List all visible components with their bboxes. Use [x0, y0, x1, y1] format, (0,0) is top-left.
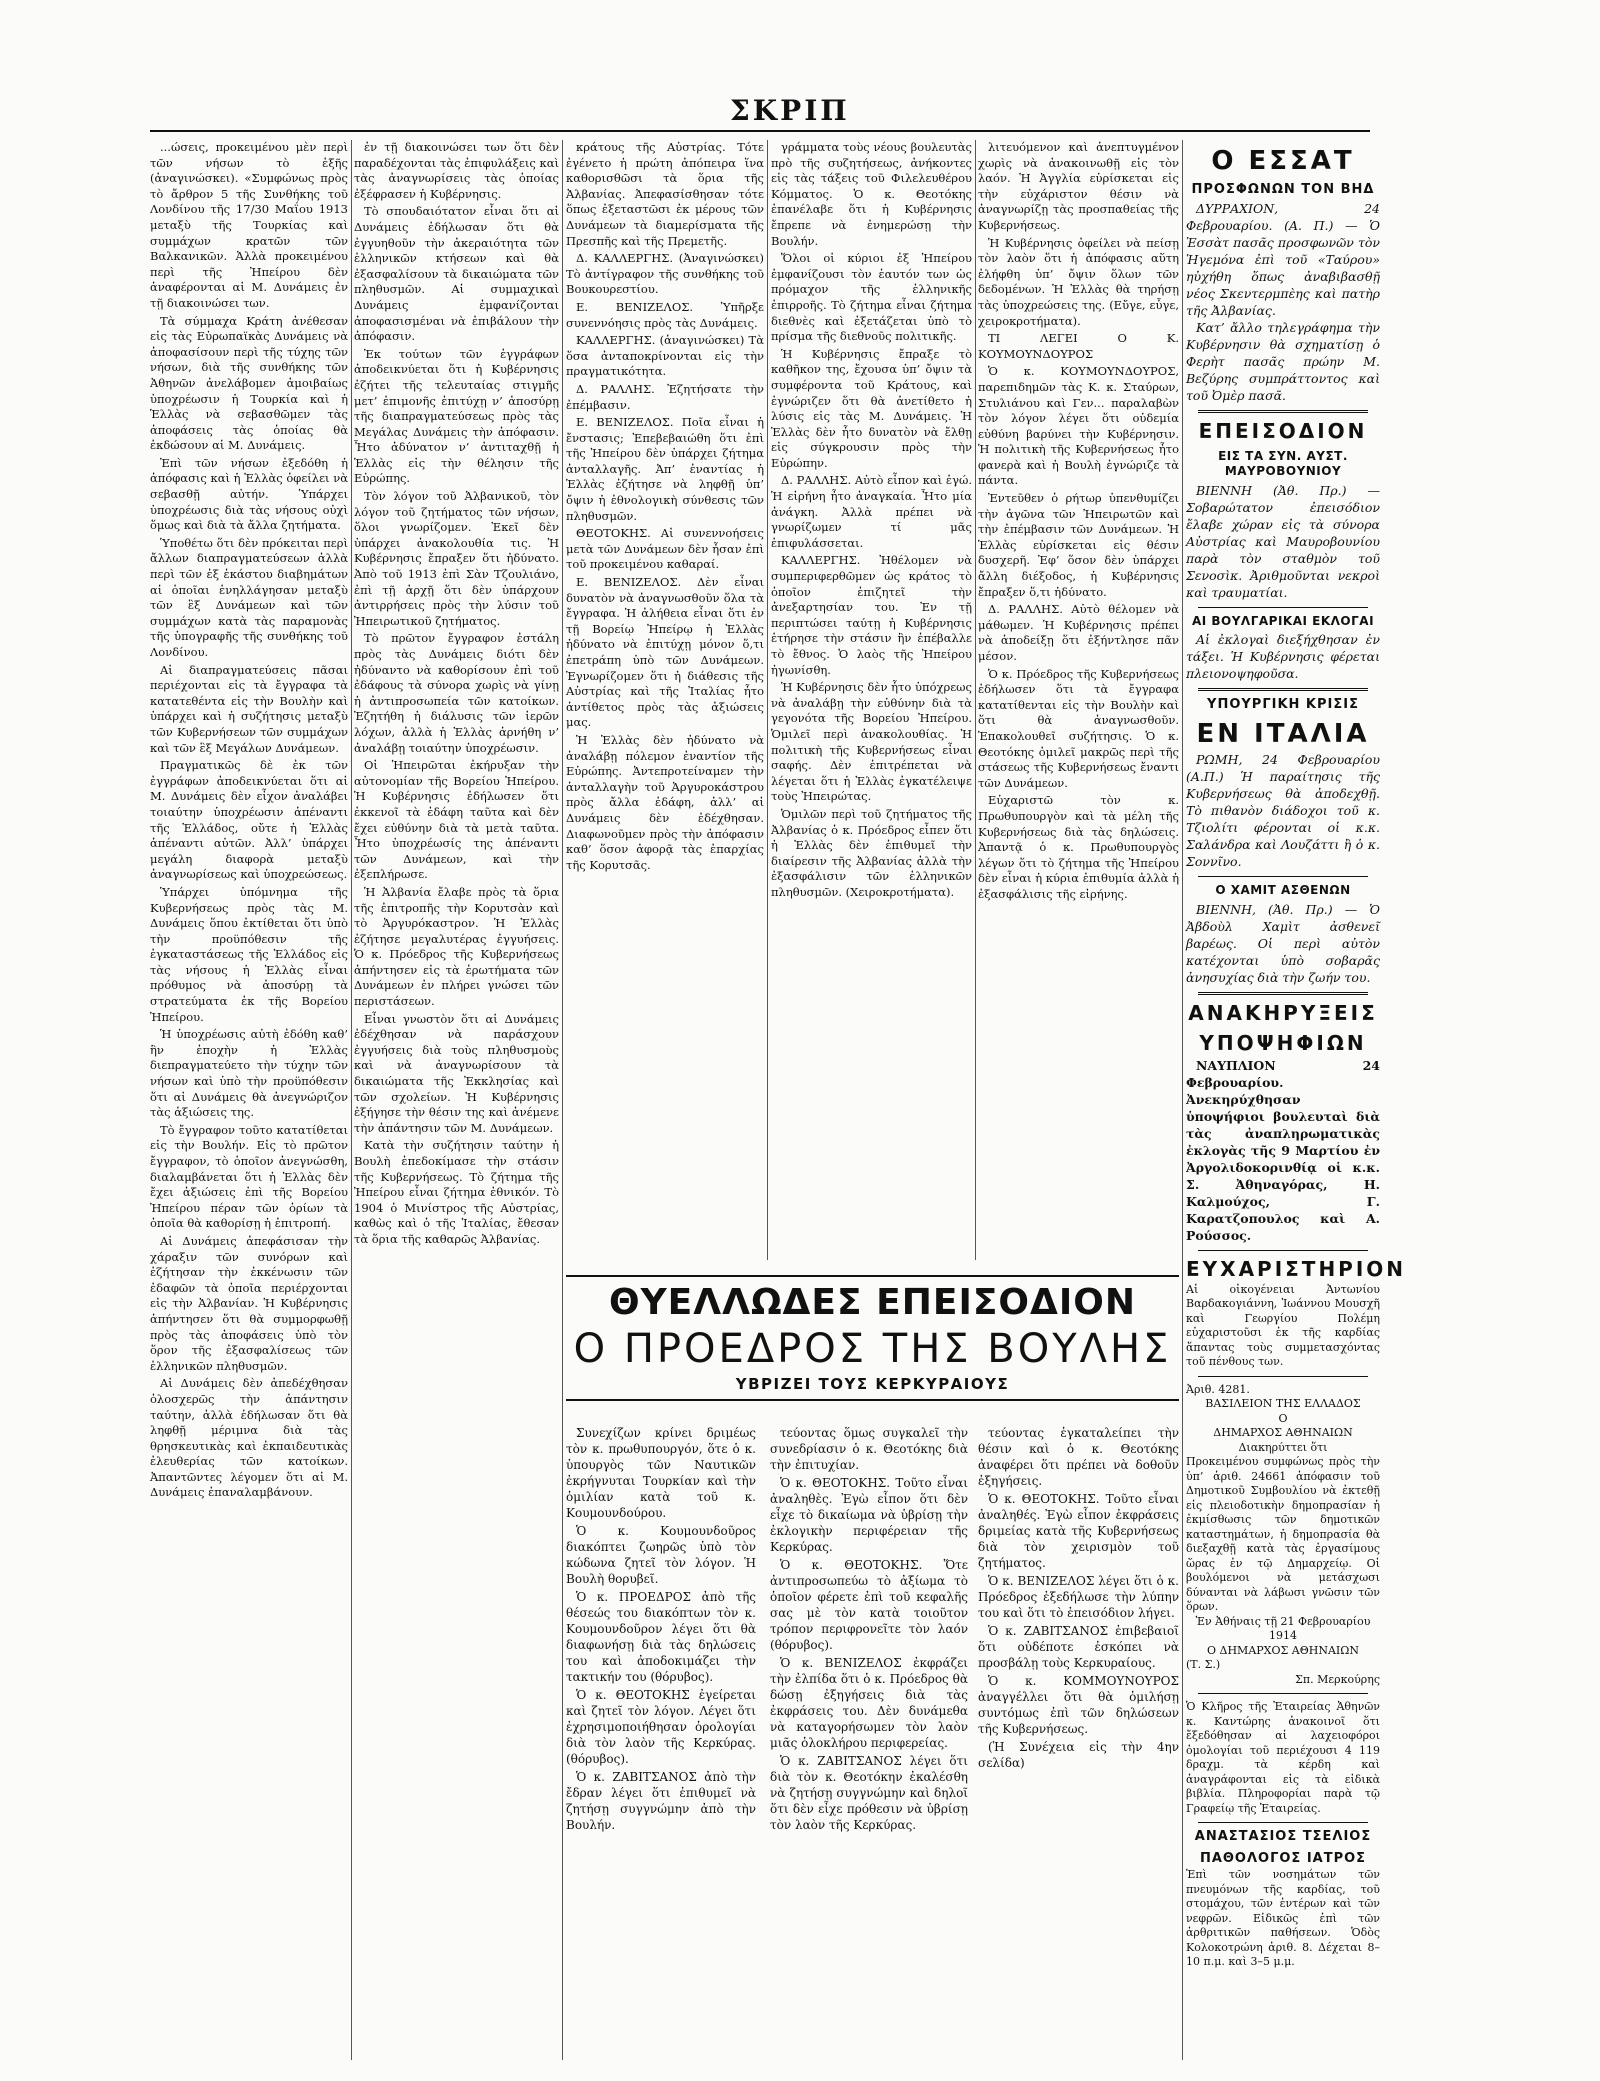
paragraph: Ὁ κ. ΘΕΟΤΟΚΗΣ. Τοῦτο εἶναι ἀναληθές. Ἐγὼ εἶπον ἐκφράσεις δριμείας κατὰ τῆς Κυβερνήσεως διὰ τὸν χειρισμὸν τοῦ ζητήματος. [978, 1492, 1179, 1570]
paragraph: Ὁ κ. ΖΑΒΙΤΣΑΝΟΣ λέγει ὅτι διὰ τὸν κ. Θεοτόκην ἐκαλέσθη νὰ ζητήσῃ συγγνώμην καὶ δηλοῖ ὅτι δὲν εἶχε πρόθεσιν νὰ ὑβρίσῃ τὸν λαὸν τῆς Κερκύρας. [770, 1754, 968, 1832]
paragraph: Δ. ΡΑΛΛΗΣ. Ἐζητήσατε τὴν ἐπέμβασιν. [566, 381, 764, 412]
paragraph: Πραγματικῶς δὲ ἐκ τῶν ἐγγράφων ἀποδεικνύεται ὅτι αἱ Μ. Δυνάμεις δὲν εἶχον ἀναλάβει τοιαύτην ὑποχρέωσιν ἀπέναντι τῆς Ἑλλάδος, οὔτε ἡ Ἑλλὰς ἀπέναντι αὐτῶν. Ἀλλ’ ὑπάρχει μεγάλη διαφορὰ μεταξὺ ἀναγνωρίσεως καὶ ὑποχρεώσεως. [150, 758, 348, 882]
divider [1198, 1376, 1368, 1377]
notice-article: Ο [1278, 1411, 1288, 1425]
divider [1198, 876, 1368, 877]
headline-incident: ΕΠΕΙΣΟΔΙΟΝ [1198, 418, 1368, 443]
banner-title: ΘΥΕΛΛΩΔΕΣ ΕΠΕΙΣΟΔΙΟΝ [608, 1282, 1137, 1323]
paragraph: Ἐντεῦθεν ὁ ρήτωρ ὑπενθυμίζει τὴν ἀγῶνα τῶν Ἠπειρωτῶν καὶ τὴν ἐπέμβασιν τῶν Δυνάμεων. Ἡ Ἑλλὰς εὑρίσκεται εἰς θέσιν δυσχερῆ. Ἐφ’ ὅσον δὲν ὑπάρχει ἄλλη διέξοδος, ἡ Κυβέρνησις ἔπραξεν ὅ,τι ἠδύνατο. [978, 491, 1179, 599]
paragraph: Ὁ κ. Κουμουνδοῦρος διακόπτει ζωηρῶς ὑπὸ τὸν κώδωνα ζητεῖ τὸν λόγον. Ἡ Βουλὴ θορυβεῖ. [566, 1524, 756, 1586]
news-italy-text: ΡΩΜΗ, 24 Φεβρουαρίου (Α.Π.) Ἡ παραίτησις τῆς Κυβερνήσεως θὰ ἀποδεχθῇ. Τὸ πιθανὸν διάδοχοι τοῦ κ. Τζιολίτι φέρονται οἱ κ.κ. Σαλάνδρα καὶ Λουζάττι ἢ ὁ κ. Σοννῖνο. [1186, 751, 1380, 869]
banner-top-rule [566, 1275, 1179, 1277]
article-column-2 [354, 140, 559, 2045]
masthead-rule [150, 130, 1370, 132]
paragraph: τεύοντας ἐγκαταλείπει τὴν θέσιν καὶ ὁ κ. Θεοτόκης ἀναφέρει ὅτι πρέπει νὰ δοθοῦν ἐξηγήσεις. [978, 1426, 1179, 1488]
paragraph: Ὁ κ. ΒΕΝΙΖΕΛΟΣ ἐκφράζει τὴν ἐλπίδα ὅτι ὁ κ. Πρόεδρος θὰ δώσῃ ἐξηγήσεις διὰ τὰς ἐκφράσεις του. Δὲν δυνάμεθα νὰ καταγορήσωμεν τὸν λαὸν μιᾶς ὁλοκλήρου περιφερείας. [770, 1656, 968, 1750]
article-column-1 [150, 140, 348, 2045]
paragraph: Κατὰ τὴν συζήτησιν ταύτην ἡ Βουλὴ ἐπεδοκίμασε τὴν στάσιν τῆς Κυβερνήσεως. Τὸ ζήτημα τῆς Ἠπείρου εἶναι ζήτημα ἐθνικόν. Τὸ 1904 ὁ Μινίστρος τῆς Αὐστρίας, καθὼς καὶ ὁ τῆς Ἰταλίας, ἔθεσαν τὰ ὅρια τῆς καθαρῶς Ἀλβανίας. [354, 1138, 559, 1246]
divider [1198, 688, 1368, 691]
paragraph: Ὁ κ. ΚΟΥΜΟΥΝΔΟΥΡΟΣ, παρεπιδημῶν τὰς Κ. κ. Σταύρων, Στυλιάνου καὶ Γεν... παραλαβὼν τὸν λόγον λέγει ὅτι οὐδεμία εὐθύνη βαρύνει τὴν Κυβέρνησιν. Ἡ πολιτικὴ τῆς Κυβερνήσεως ἦτο φανερὰ καὶ ἡ Βουλὴ ἐγνώριζε τὰ πάντα. [978, 364, 1179, 488]
paragraph: Ε. ΒΕΝΙΖΕΛΟΣ. Ποῖα εἶναι ἡ ἔνστασις; Ἐπεβεβαιώθη ὅτι ἐπὶ τῆς Ἠπείρου δὲν ὑπάρχει ζήτημα ἀνταλλαγῆς. Ἀπ’ ἐναντίας ἡ Ἑλλὰς ἐζήτησε νὰ ληφθῇ ὑπ’ ὄψιν ἡ ἐθνολογικὴ σύνθεσις τῶν πληθυσμῶν. [566, 415, 764, 523]
paragraph: ΚΑΛΛΕΡΓΗΣ. Ἠθέλομεν νὰ συμπεριφερθῶμεν ὡς κράτος τὸ ὁποῖον ἐπιζητεῖ τὴν ἀνεξαρτησίαν του. Ἐν τῇ περιπτώσει ταύτῃ ἡ Κυβέρνησις ἐτήρησε τὴν στάσιν ἣν ἐπέβαλλε τὸ ἔθνος. Ὁ λαὸς τῆς Ἠπείρου ἠγωνίσθη. [771, 553, 972, 677]
paragraph: Ὁμιλῶν περὶ τοῦ ζητήματος τῆς Ἀλβανίας ὁ κ. Πρόεδρος εἶπεν ὅτι ἡ Ἑλλὰς δὲν ἐπιθυμεῖ τὴν διαίρεσιν τῆς Ἀλβανίας ἀλλὰ τὴν ἐξασφάλισιν τῶν ἑλληνικῶν πληθυσμῶν. (Χειροκροτήματα). [771, 806, 972, 899]
lottery-notice: Ὁ Κλῆρος τῆς Ἐταιρείας Ἀθηνῶν κ. Καντώρης ἀνακοινοῖ ὅτι ἔξεδόθησαν αἱ λαχειοφόροι ὁμολογίαι τοῦ περιέχουσι 4 119 δραχμ. τὰ κέρδη καὶ ἀναγράφονται εἰς τὰ εἰδικὰ βιβλία. Πληροφορίαι παρὰ τῷ Γραφείῳ τῆς Ἑταιρείας. [1186, 1700, 1380, 1815]
paragraph: Ἡ Ἀλβανία ἔλαβε πρὸς τὰ ὅρια τῆς ἐπιτροπῆς τὴν Κορυτσὰν καὶ τὸ Ἀργυρόκαστρον. Ἡ Ἑλλὰς ἐζήτησε μεγαλυτέρας ἐγγυήσεις. Ὁ κ. Πρόεδρος τῆς Κυβερνήσεως ἀπήντησεν εἰς τὰ ἐρωτήματα τῶν Δυνάμεων ἐν πλήρει γνώσει τῶν περιστάσεων. [354, 884, 559, 1009]
paragraph: Τὸ ἔγγραφον τοῦτο κατατίθεται εἰς τὴν Βουλήν. Εἰς τὸ πρῶτον ἔγγραφον, τὸ ὁποῖον ἀνεγνώσθη, διαλαμβάνεται ὅτι ἡ Ἑλλὰς δὲν ἔχει ἀξιώσεις ἐπὶ τῆς Βορείου Ἠπείρου πέραν τῶν ὁρίων τὰ ὁποῖα θὰ καθορίσῃ ἡ ἐπιτροπή. [150, 1122, 348, 1231]
paragraph: ΘΕΟΤΟΚΗΣ. Αἱ συνεννοήσεις μετὰ τῶν Δυνάμεων δὲν ἦσαν ἐπὶ τοῦ προκειμένου καθαραί. [566, 526, 764, 572]
banner-kicker: ΥΒΡΙΖΕΙ ΤΟΥΣ ΚΕΡΚΥΡΑΙΟΥΣ [735, 1375, 1010, 1393]
paragraph: Εἶναι γνωστὸν ὅτι αἱ Δυνάμεις ἐδέχθησαν νὰ παράσχουν ἐγγυήσεις διὰ τοὺς πληθυσμοὺς καὶ νὰ ἀναγνωρίσουν τὰ δικαιώματα τῆς Ἐκκλησίας καὶ τῶν σχολείων. Ἡ Κυβέρνησις ἐξήγησε τὴν θέσιν της καὶ ἀνέμενε τὴν ἀπάντησιν τῶν Μ. Δυνάμεων. [354, 1011, 559, 1135]
column-divider [562, 140, 563, 2060]
paragraph: τεύοντας ὅμως συγκαλεῖ τὴν συνεδρίασιν ὁ κ. Θεοτόκης διὰ τὴν ἐπιτυχίαν. [770, 1426, 968, 1472]
paragraph: Ε. ΒΕΝΙΖΕΛΟΣ. Ὑπῆρξε συνεννόησις πρὸς τὰς Δυνάμεις. [566, 299, 764, 330]
paragraph: Δ. ΚΑΛΛΕΡΓΗΣ. (Ἀναγινώσκει) Τὸ ἀντίγραφον τῆς συνθήκης τοῦ Βουκουρεστίου. [566, 251, 764, 297]
divider [1198, 1822, 1368, 1823]
banner-column-3 [978, 1425, 1179, 2065]
paragraph: ἐν τῇ διακοινώσει των ὅτι δὲν παραδέχονται τὰς ἐπιφυλάξεις καὶ τὰς ἀναγνωρίσεις τὰς ὁποίας ἐξέφρασεν ἡ Κυβέρνησις. [354, 140, 559, 201]
news-incident-text: ΒΙΕΝΝΗ (Ἀθ. Πρ.) — Σοβαρώτατον ἐπεισόδιον ἔλαβε χώραν εἰς τὰ σύνορα Αὐστρίας καὶ Μαυροβουνίου παρὰ τὸν σταθμὸν τοῦ Σενοσὶκ. Ἀριθμοῦνται νεκροὶ καὶ τραυματίαι. [1186, 482, 1380, 600]
paragraph: Δ. ΡΑΛΛΗΣ. Αὐτὸ θέλομεν νὰ μάθωμεν. Ἡ Κυβέρνησις πρέπει νὰ ἀποδείξῃ ὅτι ἐξήντλησε πᾶν μέσον. [978, 602, 1179, 663]
paragraph: Ἡ Κυβέρνησις δὲν ἦτο ὑπόχρεως νὰ ἀναλάβῃ τὴν εὐθύνην διὰ τὰ γεγονότα τῆς Βορείου Ἠπείρου. Ὁμιλεῖ περὶ ἀνακολουθίας. Ἡ πολιτικὴ τῆς Κυβερνήσεως εἶναι σαφής. Δὲν ἐπιτρέπεται νὰ λέγεται ὅτι ἡ Ἑλλὰς ἐγκατέλειψε τοὺς Ἠπειρώτας. [771, 680, 972, 804]
paragraph: Ἐπὶ τῶν νήσων ἐξεδόθη ἡ ἀπόφασις καὶ ἡ Ἑλλὰς ὀφείλει νὰ σεβασθῇ αὐτήν. Ὑπάρχει ὑποχρέωσις διὰ τὰς νήσους οὐχὶ ὅμως καὶ διὰ τὰ ἄλλα ζητήματα. [150, 455, 348, 533]
paragraph: Ε. ΒΕΝΙΖΕΛΟΣ. Δὲν εἶναι δυνατὸν νὰ ἀναγνωσθοῦν ὅλα τὰ ἔγγραφα. Ἡ ἀλήθεια εἶναι ὅτι ἐν τῇ Βορείῳ Ἠπείρῳ ἡ Ἑλλὰς ἠδύνατο νὰ ἐπιτύχῃ μόνον ὅ,τι ἐπετράπη ὑπὸ τῶν Δυνάμεων. Ἐγνωρίζομεν ὅτι ἡ διάθεσις τῆς Αὐστρίας καὶ τῆς Ἰταλίας ἦτο ἀντίθετος πρὸς τὰς ἀξιώσεις μας. [566, 575, 764, 730]
paragraph: Αἱ Δυνάμεις δὲν ἀπεδέχθησαν ὁλοσχερῶς τὴν ἀπάντησιν ταύτην, ἀλλὰ ἐδήλωσαν ὅτι θὰ ληφθῇ μέριμνα διὰ τὰς θρησκευτικὰς καὶ ἐκπαιδευτικὰς ἐλευθερίας τῶν κατοίκων. Ἀπαντῶντες λέγομεν ὅτι αἱ Μ. Δυνάμεις ἐπαναλαμβάνουν. [150, 1376, 348, 1500]
column-divider [767, 140, 768, 1260]
news-essat-text: ΔΥΡΡΑΧΙΟΝ, 24 Φεβρουαρίου. (Α. Π.) — Ὁ Ἐσσὰτ πασᾶς προσφωνῶν τὸν Ἡγεμόνα ἐπὶ τοῦ «Ταύρου» ηὐχήθη ὅπως ἀναβιβασθῇ νέος Σκεντερμπὲης καὶ πατὴρ τῆς Ἀλβανίας. [1186, 200, 1380, 318]
paragraph: Οἱ Ἠπειρῶται ἐκήρυξαν τὴν αὐτονομίαν τῆς Βορείου Ἠπείρου. Ἡ Κυβέρνησις ἐδήλωσεν ὅτι ἐκκενοῖ τὰ ἐδάφη ταῦτα καὶ δὲν ἔχει εὐθύνην διὰ τὰ μετὰ ταῦτα. Ἦτο ὑποχρέωσίς της ἀπέναντι τῶν Δυνάμεων, καὶ τὴν ἐξεπλήρωσε. [354, 758, 559, 882]
column-divider [975, 140, 976, 1260]
paragraph: Ὁ κ. ΘΕΟΤΟΚΗΣ ἐγείρεται καὶ ζητεῖ τὸν λόγον. Λέγει ὅτι ἐχρησιμοποιήθησαν ὁρολογίαι διὰ τὸν λαὸν τῆς Κερκύρας. (θόρυβος). [566, 1688, 756, 1766]
subheadline-incident: ΕΙΣ ΤΑ ΣΥΝ. ΑΥΣΤ. ΜΑΥΡΟΒΟΥΝΙΟΥ [1218, 448, 1348, 479]
doctor-ad-text: Ἐπὶ τῶν νοσημάτων τῶν πνευμόνων τῆς καρδίας, τοῦ στομάχου, τῶν ἐντέρων καὶ τῶν νεφρῶν. Εἰδικῶς ἐπὶ τῶν ἀρθριτικῶν παθήσεων. Ὁδὸς Κολοκοτρώνη ἀριθ. 8. Δέχεται 8–10 π.μ. καὶ 3–5 μ.μ. [1186, 1868, 1380, 1969]
doctor-title: ΠΑΘΟΛΟΓΟΣ ΙΑΤΡΟΣ [1199, 1850, 1367, 1866]
banner-subtitle: Ο ΠΡΟΕΔΡΟΣ ΤΗΣ ΒΟΥΛΗΣ [573, 1326, 1172, 1372]
banner-column-1 [566, 1425, 756, 2065]
subheadline-essat: ΠΡΟΣΦΩΝΩΝ ΤΟΝ ΒΗΔ [1191, 182, 1375, 197]
paragraph: Αἱ διαπραγματεύσεις πᾶσαι περιέχονται εἰς τὰ ἔγγραφα τὰ κατατεθέντα εἰς τὴν Βουλὴν καὶ ὑπάρχει καὶ ἡ συζήτησις μεταξὺ τῶν Κυβερνήσεων τῶν συμμάχων καὶ τῶν ἓξ Μεγάλων Δυνάμεων. [150, 662, 348, 755]
headline-bulgarian-elections: ΑΙ ΒΟΥΛΓΑΡΙΚΑΙ ΕΚΛΟΓΑΙ [1191, 613, 1375, 628]
article-column-4 [771, 140, 972, 1265]
paragraph: Αἱ Δυνάμεις ἀπεφάσισαν τὴν χάραξιν τῶν συνόρων καὶ ἐζήτησαν τὴν ἐκκένωσιν τῶν ἐδαφῶν τὰ ὁποῖα περιέρχονται εἰς τὴν Ἀλβανίαν. Ἡ Κυβέρνησις ἀπήντησεν ὅτι θὰ συμμορφωθῇ πρὸς τὰς ἀποφάσεις ὑπὸ τὸν ὅρον τῆς ἐξασφαλίσεως τῶν ἑλληνικῶν πληθυσμῶν. [150, 1233, 348, 1373]
paragraph: Τὸ σπουδαιότατον εἶναι ὅτι αἱ Δυνάμεις ἐδήλωσαν ὅτι θὰ ἐγγυηθοῦν τὴν ἀκεραιότητα τῶν ἑλληνικῶν κτήσεων καὶ θὰ ἐξασφαλίσουν τὰ δικαιώματα τῶν πληθυσμῶν. Αἱ συμμαχικαὶ Δυνάμεις ἐμφανίζονται ἀποφασισμέναι νὰ ἐπιβάλουν τὴν ἀπόφασιν. [354, 204, 559, 344]
paragraph: ...ώσεις, προκειμένου μὲν περὶ τῶν νήσων τὸ ἑξῆς (ἀναγινώσκει). «Συμφώνως πρὸς τὸ ἄρθρον 5 τῆς Συνθήκης τοῦ Λονδίνου τῆς 17/30 Μαΐου 1913 μεταξὺ τῆς Τουρκίας καὶ συμμάχων κρατῶν τῶν Βαλκανικῶν. Ἀλλὰ προκειμένου περὶ τῆς Ἠπείρου δὲν ἀναφέρονται αἱ Μ. Δυνάμεις ἐν τῇ διακοινώσει των. [150, 140, 348, 310]
paragraph: Ἡ ὑποχρέωσις αὐτὴ ἐδόθη καθ’ ἣν ἐποχὴν ἡ Ἑλλὰς διεπραγματεύετο τὴν τύχην τῶν νήσων καὶ ὑπὸ τὴν προϋπόθεσιν ὅτι αἱ Δυνάμεις θὰ ἀνεγνώριζον τὰς ἀξιώσεις της. [150, 1027, 348, 1120]
paragraph: Ὁ κ. ΠΡΟΕΔΡΟΣ ἀπὸ τῆς θέσεώς του διακόπτων τὸν κ. Κουμουνδοῦρον λέγει ὅτι θὰ διαφωνήσῃ διὰ τὰς δηλώσεις του καὶ ἀποδοκιμάζει τὴν τακτικήν του (θόρυβος). [566, 1590, 756, 1684]
masthead [0, 92, 1600, 132]
paragraph: Ὑπάρχει ὑπόμνημα τῆς Κυβερνήσεως πρὸς τὰς Μ. Δυνάμεις ὅπου ἐκτίθεται ὅτι ὑπὸ τὴν προϋπόθεσιν τῆς ἐγκαταστάσεως τῆς Ἑλλάδος εἰς τὰς νήσους ἡ Ἑλλὰς εἶναι πρόθυμος νὰ ἀποσύρῃ τὰ στρατεύματα ἐκ τῆς Βορείου Ἠπείρου. [150, 884, 348, 1024]
paragraph: Τὸ πρῶτον ἔγγραφον ἐστάλη πρὸς τὰς Δυνάμεις διότι δὲν ἠδύναντο νὰ καθορίσουν ἐπὶ τοῦ ἐδάφους τὰ σύνορα χωρὶς νὰ γίνῃ ἡ ἀντιπροσωπεία τῶν κατοίκων. Ἐζητήθη ἡ διάλυσις τῶν ἱερῶν λόχων, ἀλλὰ ἡ Ἑλλὰς ἀρνήθη ν’ ἀναλάβῃ τοιαύτην ὑποχρέωσιν. [354, 631, 559, 755]
paragraph: Τὸν λόγον τοῦ Ἀλβανικοῦ, τὸν λόγον τοῦ ζητήματος τῶν νήσων, ὅλοι γνωρίζομεν. Ἐκεῖ δὲν ὑπάρχει ἀνακολουθία τις. Ἡ Κυβέρνησις ἔπραξεν ὅτι ἠδύνατο. Ἀπὸ τοῦ 1913 ἐπὶ Σὰν Τζουλιάνο, ἐπὶ τῇ ἀρχῇ ὅτι δὲν ὑπάρχουν ἀντιρρήσεις πρὸς τὴν λύσιν τοῦ Ἠπειρωτικοῦ ζητήματος. [354, 489, 559, 628]
banner-column-2 [770, 1425, 968, 2065]
news-essat-text-2: Κατ’ ἄλλο τηλεγράφημα τὴν Κυβέρνησιν θὰ σχηματίσῃ ὁ Φερὴτ πασᾶς πρώην Μ. Βεζύρης συμπράττοντος καὶ τοῦ Ὀμὲρ πασᾶ. [1186, 319, 1380, 403]
paragraph: Ὑποθέτω ὅτι δὲν πρόκειται περὶ ἄλλων διαπραγματεύσεων ἀλλὰ περὶ τῶν ἐξ ἑκάστου διαβημάτων αἱ ὁποῖαι ἐνηλλάγησαν μεταξὺ τῶν ἓξ Δυνάμεων καὶ τῶν συμμάχων κατὰ τὰς παραμονὰς τῆς ὑπογραφῆς τῆς συνθήκης τοῦ Λονδίνου. [150, 535, 348, 659]
doctor-name: ΑΝΑΣΤΑΣΙΟΣ ΤΣΕΛΙΟΣ [1194, 1829, 1372, 1845]
news-candidates-text: ΝΑΥΠΛΙΟΝ 24 Φεβρουαρίου. Ἀνεκηρύχθησαν ὑποψήφιοι βουλευταὶ διὰ τὰς ἀναπληρωματικὰς ἐκλογὰς τῆς 9 Μαρτίου ἐν Ἀργολιδοκορινθίᾳ οἱ κ.κ. Σ. Ἀθηναγόρας, Η. Καλμούχος, Γ. Καρατζοπουλος καὶ Α. Ρούσσος. [1186, 1057, 1380, 1243]
paragraph: ΤΙ ΛΕΓΕΙ Ο Κ. ΚΟΥΜΟΥΝΔΟΥΡΟΣ [978, 331, 1179, 361]
divider [1198, 1693, 1368, 1694]
headline-ministerial-crisis: ΥΠΟΥΡΓΙΚΗ ΚΡΙΣΙΣ [1207, 697, 1359, 713]
paragraph: Συνεχίζων κρίνει δριμέως τὸν κ. πρωθυπουργόν, ὅτε ὁ κ. ὑπουργὸς τῶν Ναυτικῶν ἐκρήγνυται Τουρκίαν καὶ τὴν ὁμιλίαν κατὰ τοῦ κ. Κουμουνδούρου. [566, 1426, 756, 1520]
masthead-title: ΣΚΡΙΠ [730, 94, 850, 127]
paragraph: Ὅλοι οἱ κύριοι ἐξ Ἠπείρου ἐμφανίζουσι τὸν ἑαυτόν των ὡς πρόμαχον τῆς ἑλληνικῆς ἐπιρροῆς. Τὸ ζήτημα εἶναι ζήτημα διεθνὲς καὶ ἐξετάζεται ὑπὸ τὸ πρίσμα τῆς διεθνοῦς πολιτικῆς. [771, 251, 972, 344]
divider [1198, 1250, 1368, 1251]
news-bulgarian-elections-text: Αἱ ἐκλογαὶ διεξήχθησαν ἐν τάξει. Ἡ Κυβέρνησις φέρεται πλειονοψηφοῦσα. [1186, 632, 1380, 682]
notice-seal: (Τ. Σ.) [1186, 1658, 1221, 1672]
notice-kingdom: ΒΑΣΙΛΕΙΟΝ ΤΗΣ ΕΛΛΑΔΟΣ [1205, 1397, 1361, 1411]
paragraph: Ἐκ τούτων τῶν ἐγγράφων ἀποδεικνύεται ὅτι ἡ Κυβέρνησις ἐζήτει τῆς τελευταίας στιγμῆς μετ’ ἐπιμονῆς ἐπιτύχῃ ν’ ἀποσύρῃ τῆς διαπραγματεύσεως πρὸς τὰς Μεγάλας Δυνάμεις τὴν ἀπόφασιν. Ἦτο ἀδύνατον ν’ ἀντιταχθῇ ἡ Ἑλλὰς εἰς τὴν θέλησιν τῆς Εὐρώπης. [354, 346, 559, 486]
divider [1198, 410, 1368, 413]
news-hamid-text: ΒΙΕΝΝΗ, (Ἀθ. Πρ.) — Ὁ Ἀβδοὺλ Χαμὶτ ἀσθενεῖ βαρέως. Οἱ περὶ αὐτὸν κατέχονται ὑπὸ σοβαρᾶς ἀνησυχίας διὰ τὴν ζωήν του. [1186, 901, 1380, 985]
paragraph: Ὁ κ. ΖΑΒΙΤΣΑΝΟΣ ἀπὸ τὴν ἔδραν λέγει ὅτι ἐπιθυμεῖ νὰ ζητήσῃ συγγνώμην ἀπὸ τὴν Βουλήν. [566, 1770, 756, 1832]
banner-headline [566, 1275, 1179, 1401]
headline-thanks: ΕΥΧΑΡΙΣΤΗΡΙΟΝ [1186, 1256, 1407, 1281]
banner-rule [566, 1399, 1179, 1401]
paragraph: ΚΑΛΛΕΡΓΗΣ. (ἀναγινώσκει) Τὰ ὅσα ἀνταποκρίνονται εἰς τὴν πραγματικότητα. [566, 333, 764, 379]
headline-essat: Ο ΕΣΣΑΤ [1211, 146, 1355, 176]
notice-number: Ἀριθ. 4281. [1186, 1382, 1250, 1396]
news-column-right [1186, 140, 1407, 2065]
notice-signature-title: Ο ΔΗΜΑΡΧΟΣ ΑΘΗΝΑΙΩΝ [1207, 1643, 1359, 1657]
paragraph: Ὁ κ. ΒΕΝΙΖΕΛΟΣ λέγει ὅτι ὁ κ. Πρόεδρος ἐξεδήλωσε τὴν λύπην του καὶ ὅτι τὸ ἐπεισόδιον λήγει. [978, 1574, 1179, 1620]
column-divider [1182, 140, 1183, 2060]
paragraph: Ὁ κ. Πρόεδρος τῆς Κυβερνήσεως ἐδήλωσεν ὅτι τὰ ἔγγραφα κατατίθενται εἰς τὴν Βουλὴν καὶ ὅτι θὰ ἀναγνωσθοῦν. Ἐπακολουθεῖ συζήτησις. Ὁ κ. Θεοτόκης ὁμιλεῖ μακρῶς περὶ τῆς στάσεως τῆς Κυβερνήσεως ἔναντι τῶν Δυνάμεων. [978, 666, 1179, 790]
paragraph: Ὁ κ. ΘΕΟΤΟΚΗΣ. Ὅτε ἀντιπροσωπεύω τὸ ἀξίωμα τὸ ὁποῖον φέρετε ἐπὶ τοῦ κεφαλῆς σας μὲ τὸν κατὰ τοιοῦτον τρόπον περιφρονεῖτε τὸν λαόν (θόρυβος). [770, 1558, 968, 1652]
paragraph: Ἡ Κυβέρνησις ἔπραξε τὸ καθῆκον της, ἔχουσα ὑπ’ ὄψιν τὰ συμφέροντα τοῦ Κράτους, καὶ ἐγνώριζεν ὅτι θὰ ἀνετίθετο ἡ λύσις εἰς τὰς Μ. Δυνάμεις. Ἡ Ἑλλὰς δὲν ἦτο δυνατὸν νὰ ἔλθῃ εἰς σύγκρουσιν πρὸς τὴν Εὐρώπην. [771, 346, 972, 470]
paragraph: Ἡ Ἑλλὰς δὲν ἠδύνατο νὰ ἀναλάβῃ πόλεμον ἐναντίον τῆς Εὐρώπης. Ἀντεπροτείναμεν τὴν ἀνταλλαγὴν τοῦ Ἀργυροκάστρου πρὸς ἄλλα ἐδάφη, ἀλλ’ αἱ Δυνάμεις δὲν ἐδέχθησαν. Διαφωνοῦμεν πρὸς τὴν ἀπόφασιν καθ’ ὅσον ἀφορᾷ τὰς ἐπαρχίας τῆς Κορυτσᾶς. [566, 732, 764, 872]
notice-text: Προκειμένου συμφώνως πρὸς τὴν ὑπ’ ἀριθ. 24661 ἀπόφασιν τοῦ Δημοτικοῦ Συμβουλίου νὰ ἐκτεθῇ εἰς πλειοδοτικὴν δημοπρασίαν ἡ ἐκμίσθωσις τῶν δημοτικῶν καταστημάτων, ἡ δημοπρασία θὰ διεξαχθῇ κατὰ τὰς ἐργασίμους ὥρας ἐν τῷ Δημαρχείῳ. Οἱ βουλόμενοι νὰ μετάσχωσι δύνανται νὰ λάβωσι γνῶσιν τῶν ὅρων. [1186, 1455, 1380, 1614]
article-column-3 [566, 140, 764, 1265]
paragraph: Ὁ κ. ΚΟΜΜΟΥΝΟΥΡΟΣ ἀναγγέλλει ὅτι θὰ ὁμιλήσῃ συντόμως ἐπὶ τῶν δηλώσεων τῆς Κυβερνήσεως. [978, 1674, 1179, 1736]
paragraph: Δ. ΡΑΛΛΗΣ. Αὐτὸ εἶπον καὶ ἐγώ. Ἡ εἰρήνη ἦτο ἀναγκαία. Ἦτο μία ἀνάγκη. Ἀλλὰ πρέπει νὰ γνωρίζωμεν τί μᾶς ἐπιφυλάσσεται. [771, 473, 972, 550]
notice-declares: Διακηρύττει ὅτι [1238, 1440, 1328, 1454]
paragraph: Τὰ σύμμαχα Κράτη ἀνέθεσαν εἰς τὰς Εὐρωπαϊκὰς Δυνάμεις νὰ ἀποφασίσουν περὶ τῆς τύχης τῶν νήσων, διὰ τῆς συνθήκης τῶν Ἀθηνῶν ἀνελάβομεν ἀμοιβαίως ὑποχρέωσιν ἡ Τουρκία καὶ ἡ Ἑλλὰς νὰ σεβασθῶμεν τὰς ἀποφάσεις τὰς ὁποίας θὰ ἐκδώσουν αἱ Μ. Δυνάμεις. [150, 313, 348, 453]
paragraph: κράτους τῆς Αὐστρίας. Τότε ἐγένετο ἡ πρώτη ἀπόπειρα ἵνα καθορισθῶσι τὰ ὅρια τῆς Ἀλβανίας. Ἀπεφασίσθησαν τότε ὅπως ἐξεταστῶσι ἐκ μέρους τῶν Δυνάμεων τὰ διαμερίσματα τῆς Πρεσπῆς καὶ τῆς Πρεμετῆς. [566, 140, 764, 248]
paragraph: Ὁ κ. ΖΑΒΙΤΣΑΝΟΣ ἐπιβεβαιοῖ ὅτι οὐδέποτε ἐσκόπει νὰ προσβάλῃ τοὺς Κερκυραίους. [978, 1624, 1179, 1670]
paragraph: (Ἡ Συνέχεια εἰς τὴν 4ην σελίδα) [978, 1740, 1179, 1770]
subheadline-candidates: ΥΠΟΨΗΦΙΩΝ [1199, 1030, 1367, 1055]
thanks-text: Αἱ οἰκογένειαι Ἀντωνίου Βαρδακογιάννη, Ἰωάννου Μουσχῆ καὶ Γεωργίου Πολέμη εὐχαριστοῦσι ἐκ τῆς καρδίας ἅπαντας τοὺς συμμετασχόντας τοῦ πένθους των. [1186, 1282, 1380, 1369]
divider [1198, 992, 1368, 995]
notice-signature-name: Σπ. Μερκούρης [1295, 1672, 1380, 1686]
notice-date: Ἐν Ἀθήναις τῇ 21 Φεβρουαρίου 1914 [1195, 1614, 1371, 1643]
headline-proclamations: ΑΝΑΚΗΡΥΞΕΙΣ [1188, 1000, 1378, 1025]
headline-hamid: Ο ΧΑΜΙΤ ΑΣΘΕΝΩΝ [1215, 882, 1351, 897]
divider [1198, 607, 1368, 608]
article-column-5 [978, 140, 1179, 1265]
paragraph: λιτευόμενον καὶ ἀνεπτυγμένον χωρὶς νὰ ἀνακοινωθῇ εἰς τὸν λαόν. Ἡ Ἀγγλία εὑρίσκεται εἰς τὴν εὐχάριστον θέσιν νὰ ἀναγνωρίζῃ τὰς προσπαθείας τῆς Κυβερνήσεως. [978, 140, 1179, 232]
paragraph: γράμματα τοὺς νέους βουλευτὰς πρὸ τῆς συζητήσεως, ἀνήκοντες εἰς τὰς τάξεις τοῦ Φιλελευθέρου Κόμματος. Ὁ κ. Θεοτόκης ἐπανέλαβε ὅτι ἡ Κυβέρνησις ἔπρεπε νὰ ἐνημερώσῃ τὴν Βουλήν. [771, 140, 972, 248]
notice-mayor: ΔΗΜΑΡΧΟΣ ΑΘΗΝΑΙΩΝ [1213, 1426, 1353, 1440]
paragraph: Ἡ Κυβέρνησις ὀφείλει νὰ πείσῃ τὸν λαὸν ὅτι ἡ ἀπόφασις αὕτη ἐλήφθη ὑπ’ ὄψιν ὅλων τῶν δεδομένων. Ἡ Ἑλλὰς θὰ τηρήσῃ τὰς ὑποχρεώσεις της. (Εὔγε, εὖγε, χειροκροτήματα). [978, 235, 1179, 328]
column-divider [351, 140, 352, 2060]
subheadline-italy: ΕΝ ΙΤΑΛΙΑ [1196, 718, 1370, 749]
paragraph: Ὁ κ. ΘΕΟΤΟΚΗΣ. Τοῦτο εἶναι ἀναληθὲς. Ἐγὼ εἶπον ὅτι δὲν εἶχε τὸ δικαίωμα νὰ ὑβρίσῃ τὴν ἐκλογικὴν περιφέρειαν τῆς Κερκύρας. [770, 1476, 968, 1554]
paragraph: Εὐχαριστῶ τὸν κ. Πρωθυπουργὸν καὶ τὰ μέλη τῆς Κυβερνήσεως διὰ τὰς δηλώσεις. Ἀπαντᾷ ὁ κ. Πρωθυπουργὸς λέγων ὅτι τὸ ζήτημα τῆς Ἠπείρου δὲν εἶναι ἡ κύρια ἐπιθυμία ἀλλὰ ἡ ἐξασφάλισις τῆς εἰρήνης. [978, 793, 1179, 901]
